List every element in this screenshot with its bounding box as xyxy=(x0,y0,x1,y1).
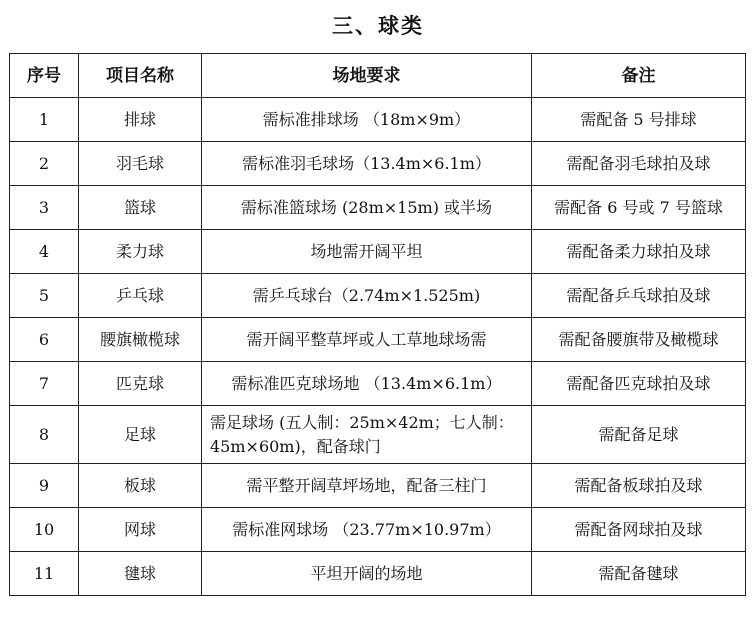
header-no: 序号 xyxy=(10,54,79,98)
row-requirement: 需标准羽毛球场（13.4m×6.1m） xyxy=(202,142,532,186)
row-note: 需配备足球 xyxy=(532,406,746,464)
row-item-name: 排球 xyxy=(79,98,202,142)
row-note: 需配备柔力球拍及球 xyxy=(532,230,746,274)
row-number: 2 xyxy=(10,142,79,186)
row-note: 需配备板球拍及球 xyxy=(532,464,746,508)
row-item-name: 羽毛球 xyxy=(79,142,202,186)
row-requirement: 需乒乓球台（2.74m×1.525m) xyxy=(202,274,532,318)
row-item-name: 腰旗橄榄球 xyxy=(79,318,202,362)
row-note: 需配备乒乓球拍及球 xyxy=(532,274,746,318)
table-row xyxy=(10,186,746,230)
row-requirement: 需足球场 (五人制：25m×42m；七人制：45m×60m)，配备球门 xyxy=(202,406,532,464)
table-row xyxy=(10,318,746,362)
row-number: 7 xyxy=(10,362,79,406)
row-requirement: 需平整开阔草坪场地，配备三柱门 xyxy=(202,464,532,508)
row-note: 需配备网球拍及球 xyxy=(532,508,746,552)
row-number: 6 xyxy=(10,318,79,362)
row-number: 4 xyxy=(10,230,79,274)
table-header-row xyxy=(10,54,746,98)
row-number: 3 xyxy=(10,186,79,230)
row-item-name: 足球 xyxy=(79,406,202,464)
row-item-name: 柔力球 xyxy=(79,230,202,274)
row-requirement: 需开阔平整草坪或人工草地球场需 xyxy=(202,318,532,362)
row-note: 需配备毽球 xyxy=(532,552,746,596)
table-row xyxy=(10,362,746,406)
row-item-name: 匹克球 xyxy=(79,362,202,406)
table-row xyxy=(10,406,746,464)
row-requirement: 需标准排球场 （18m×9m） xyxy=(202,98,532,142)
header-requirement: 场地要求 xyxy=(202,54,532,98)
table-row xyxy=(10,98,746,142)
row-number: 11 xyxy=(10,552,79,596)
row-item-name: 乒乓球 xyxy=(79,274,202,318)
row-requirement: 需标准网球场 （23.77m×10.97m） xyxy=(202,508,532,552)
row-requirement: 需标准篮球场 (28m×15m) 或半场 xyxy=(202,186,532,230)
row-number: 8 xyxy=(10,406,79,464)
row-requirement: 需标准匹克球场地 （13.4m×6.1m） xyxy=(202,362,532,406)
row-number: 5 xyxy=(10,274,79,318)
row-number: 9 xyxy=(10,464,79,508)
row-number: 10 xyxy=(10,508,79,552)
row-item-name: 板球 xyxy=(79,464,202,508)
ball-sports-table xyxy=(9,53,746,596)
page-title: 三、球类 xyxy=(332,13,424,38)
row-note: 需配备 6 号或 7 号篮球 xyxy=(532,186,746,230)
row-requirement: 场地需开阔平坦 xyxy=(202,230,532,274)
header-note: 备注 xyxy=(532,54,746,98)
row-note: 需配备羽毛球拍及球 xyxy=(532,142,746,186)
row-item-name: 篮球 xyxy=(79,186,202,230)
table-row xyxy=(10,552,746,596)
row-item-name: 毽球 xyxy=(79,552,202,596)
table-row xyxy=(10,142,746,186)
row-note: 需配备 5 号排球 xyxy=(532,98,746,142)
row-number: 1 xyxy=(10,98,79,142)
row-item-name: 网球 xyxy=(79,508,202,552)
table-row xyxy=(10,230,746,274)
table-row xyxy=(10,274,746,318)
header-name: 项目名称 xyxy=(79,54,202,98)
row-note: 需配备匹克球拍及球 xyxy=(532,362,746,406)
table-row xyxy=(10,464,746,508)
row-requirement: 平坦开阔的场地 xyxy=(202,552,532,596)
table-row xyxy=(10,508,746,552)
row-note: 需配备腰旗带及橄榄球 xyxy=(532,318,746,362)
